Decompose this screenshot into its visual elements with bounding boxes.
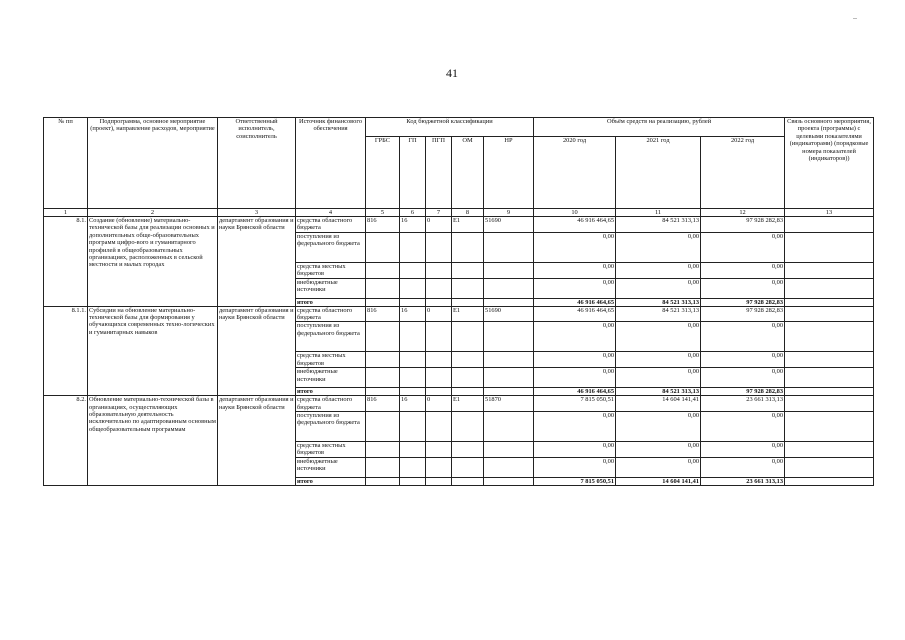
value-2021: 0,00 [616, 262, 701, 278]
value-2022: 97 928 282,83 [701, 217, 785, 233]
value-2022: 97 928 282,83 [701, 306, 785, 322]
value-2022: 0,00 [701, 262, 785, 278]
code-empty [452, 388, 484, 396]
code-empty [366, 368, 400, 388]
column-numbers-row [44, 209, 874, 217]
code-empty [400, 388, 426, 396]
value-2021: 0,00 [616, 278, 701, 298]
source-row [44, 396, 874, 412]
code-empty [484, 477, 534, 485]
value-2020: 46 916 464,65 [534, 306, 616, 322]
total-2020: 46 916 464,65 [534, 388, 616, 396]
total-2022: 97 928 282,83 [701, 388, 785, 396]
link-cell [785, 278, 874, 298]
link-cell [785, 396, 874, 412]
item-responsible: департамент образования и науки Брянской области [218, 306, 296, 396]
source-label: внебюджетные источники [296, 278, 366, 298]
code-empty [366, 278, 400, 298]
col-number: 3 [218, 209, 296, 217]
col-number: 1 [44, 209, 88, 217]
item-number: 8.1.1. [44, 306, 88, 396]
link-cell [785, 412, 874, 442]
code-empty [366, 457, 400, 477]
code-empty [452, 477, 484, 485]
total-label: итого [296, 388, 366, 396]
header-volume: Объём средств на реализацию, рублей [534, 118, 785, 137]
header-responsible: Ответственный исполнитель, соисполнитель [218, 118, 296, 209]
value-2022: 0,00 [701, 322, 785, 352]
value-2020: 0,00 [534, 368, 616, 388]
header-source: Источник финансового обеспечения [296, 118, 366, 209]
value-2020: 0,00 [534, 322, 616, 352]
link-cell [785, 477, 874, 485]
code-empty [400, 412, 426, 442]
code-empty [484, 352, 534, 368]
item-number: 8.2. [44, 396, 88, 486]
value-2021: 0,00 [616, 322, 701, 352]
value-2021: 84 521 313,13 [616, 306, 701, 322]
code-empty [366, 352, 400, 368]
code-empty [366, 442, 400, 458]
code-empty [484, 262, 534, 278]
total-2022: 23 661 313,13 [701, 477, 785, 485]
header-budget-code: Код бюджетной классификации [366, 118, 534, 137]
item-name: Субсидии на обновление материально-технической базы для формирования у обучающихся современных техно-логических и гуманитарных навыков [88, 306, 218, 396]
code-empty [452, 232, 484, 262]
value-2022: 0,00 [701, 232, 785, 262]
code-empty [400, 442, 426, 458]
code-pgp: 0 [426, 396, 452, 412]
value-2021: 84 521 313,13 [616, 217, 701, 233]
code-empty [366, 412, 400, 442]
link-cell [785, 298, 874, 306]
link-cell [785, 442, 874, 458]
source-label: поступления из федерального бюджета [296, 232, 366, 262]
header-pgp: ПГП [426, 137, 452, 209]
header-om: ОМ [452, 137, 484, 209]
code-empty [484, 442, 534, 458]
budget-table [43, 117, 874, 486]
source-label: средства местных бюджетов [296, 352, 366, 368]
col-number: 7 [426, 209, 452, 217]
code-gp: 16 [400, 217, 426, 233]
link-cell [785, 388, 874, 396]
code-gp: 16 [400, 396, 426, 412]
scan-mark [853, 18, 857, 19]
header-2020: 2020 год [534, 137, 616, 209]
source-row [44, 306, 874, 322]
total-2021: 84 521 313,13 [616, 298, 701, 306]
value-2022: 23 661 313,13 [701, 396, 785, 412]
header-2022: 2022 год [701, 137, 785, 209]
value-2021: 0,00 [616, 368, 701, 388]
code-empty [426, 298, 452, 306]
code-empty [452, 262, 484, 278]
code-gp: 16 [400, 306, 426, 322]
source-label: средства областного бюджета [296, 306, 366, 322]
col-number: 10 [534, 209, 616, 217]
value-2021: 0,00 [616, 457, 701, 477]
link-cell [785, 262, 874, 278]
code-empty [400, 262, 426, 278]
item-name: Обновление материально-технической базы в организациях, осуществляющих образовательную деятельность исключительно по адаптированным основным общеобразовательным программам [88, 396, 218, 486]
item-name: Создание (обновление) материально-технической базы для реализации основных и дополнительных обще-образовательных программ цифро-вого и гуманитарного профилей в общеобразовательных организациях, расположенных в сельской местности и малых городах [88, 217, 218, 307]
item-number: 8.1. [44, 217, 88, 307]
code-empty [426, 388, 452, 396]
value-2022: 0,00 [701, 368, 785, 388]
code-empty [452, 442, 484, 458]
code-empty [400, 368, 426, 388]
code-empty [452, 368, 484, 388]
code-empty [484, 412, 534, 442]
code-empty [400, 232, 426, 262]
item-responsible: департамент образования и науки Брянской области [218, 217, 296, 307]
col-number: 2 [88, 209, 218, 217]
source-label: средства местных бюджетов [296, 262, 366, 278]
header-subprogram: Подпрограмма, основное мероприятие (проект), направление расходов, мероприятие [88, 118, 218, 209]
code-empty [484, 232, 534, 262]
code-empty [484, 322, 534, 352]
link-cell [785, 322, 874, 352]
value-2021: 0,00 [616, 442, 701, 458]
link-cell [785, 306, 874, 322]
source-label: внебюджетные источники [296, 457, 366, 477]
value-2020: 0,00 [534, 442, 616, 458]
link-cell [785, 457, 874, 477]
code-empty [426, 322, 452, 352]
code-empty [426, 352, 452, 368]
code-empty [366, 298, 400, 306]
value-2021: 14 604 141,41 [616, 396, 701, 412]
code-empty [400, 298, 426, 306]
code-empty [400, 352, 426, 368]
code-empty [426, 232, 452, 262]
value-2020: 0,00 [534, 262, 616, 278]
header-2021: 2021 год [616, 137, 701, 209]
code-empty [426, 262, 452, 278]
header-link: Связь основного мероприятия, проекта (программы) с целевыми показателями (индикаторами) (порядковые номера показателей (индикаторов)) [785, 118, 874, 209]
code-empty [484, 278, 534, 298]
total-2020: 46 916 464,65 [534, 298, 616, 306]
value-2021: 0,00 [616, 232, 701, 262]
value-2022: 0,00 [701, 352, 785, 368]
code-empty [366, 388, 400, 396]
value-2021: 0,00 [616, 412, 701, 442]
header-np: НР [484, 137, 534, 209]
col-number: 5 [366, 209, 400, 217]
value-2021: 0,00 [616, 352, 701, 368]
code-om: E1 [452, 217, 484, 233]
total-label: итого [296, 477, 366, 485]
code-empty [452, 412, 484, 442]
page-number: 41 [446, 66, 458, 80]
code-om: E1 [452, 306, 484, 322]
link-cell [785, 217, 874, 233]
code-empty [452, 457, 484, 477]
code-empty [484, 368, 534, 388]
code-empty [426, 457, 452, 477]
col-number: 12 [701, 209, 785, 217]
value-2020: 7 815 050,51 [534, 396, 616, 412]
code-pgp: 0 [426, 306, 452, 322]
code-empty [400, 322, 426, 352]
col-number: 11 [616, 209, 701, 217]
code-empty [452, 278, 484, 298]
link-cell [785, 368, 874, 388]
value-2022: 0,00 [701, 412, 785, 442]
code-pgp: 0 [426, 217, 452, 233]
code-empty [484, 388, 534, 396]
value-2020: 0,00 [534, 232, 616, 262]
total-2022: 97 928 282,83 [701, 298, 785, 306]
header-gp: ГП [400, 137, 426, 209]
source-label: средства областного бюджета [296, 217, 366, 233]
source-label: средства областного бюджета [296, 396, 366, 412]
value-2022: 0,00 [701, 278, 785, 298]
col-number: 9 [484, 209, 534, 217]
total-label: итого [296, 298, 366, 306]
code-empty [484, 457, 534, 477]
code-np: 51690 [484, 306, 534, 322]
code-np: 51690 [484, 217, 534, 233]
total-2020: 7 815 050,51 [534, 477, 616, 485]
code-grbs: 816 [366, 217, 400, 233]
total-2021: 14 604 141,41 [616, 477, 701, 485]
code-grbs: 816 [366, 306, 400, 322]
code-empty [366, 477, 400, 485]
source-label: поступления из федерального бюджета [296, 412, 366, 442]
source-row [44, 217, 874, 233]
code-empty [452, 298, 484, 306]
code-empty [452, 322, 484, 352]
value-2022: 0,00 [701, 457, 785, 477]
code-empty [366, 322, 400, 352]
code-empty [426, 442, 452, 458]
source-label: средства местных бюджетов [296, 442, 366, 458]
value-2020: 0,00 [534, 352, 616, 368]
code-np: 51870 [484, 396, 534, 412]
value-2020: 46 916 464,65 [534, 217, 616, 233]
code-empty [366, 232, 400, 262]
col-number: 4 [296, 209, 366, 217]
col-number: 6 [400, 209, 426, 217]
value-2020: 0,00 [534, 278, 616, 298]
value-2020: 0,00 [534, 412, 616, 442]
code-empty [426, 278, 452, 298]
code-empty [452, 352, 484, 368]
item-responsible: департамент образования и науки Брянской области [218, 396, 296, 486]
code-empty [366, 262, 400, 278]
value-2022: 0,00 [701, 442, 785, 458]
link-cell [785, 352, 874, 368]
header-num: № пп [44, 118, 88, 209]
source-label: внебюджетные источники [296, 368, 366, 388]
header-grbs: ГРБС [366, 137, 400, 209]
link-cell [785, 232, 874, 262]
value-2020: 0,00 [534, 457, 616, 477]
source-label: поступления из федерального бюджета [296, 322, 366, 352]
col-number: 8 [452, 209, 484, 217]
col-number: 13 [785, 209, 874, 217]
code-empty [426, 477, 452, 485]
code-empty [426, 368, 452, 388]
code-om: E1 [452, 396, 484, 412]
code-empty [400, 477, 426, 485]
code-empty [484, 298, 534, 306]
code-empty [400, 278, 426, 298]
code-empty [426, 412, 452, 442]
code-empty [400, 457, 426, 477]
total-2021: 84 521 313,13 [616, 388, 701, 396]
code-grbs: 816 [366, 396, 400, 412]
